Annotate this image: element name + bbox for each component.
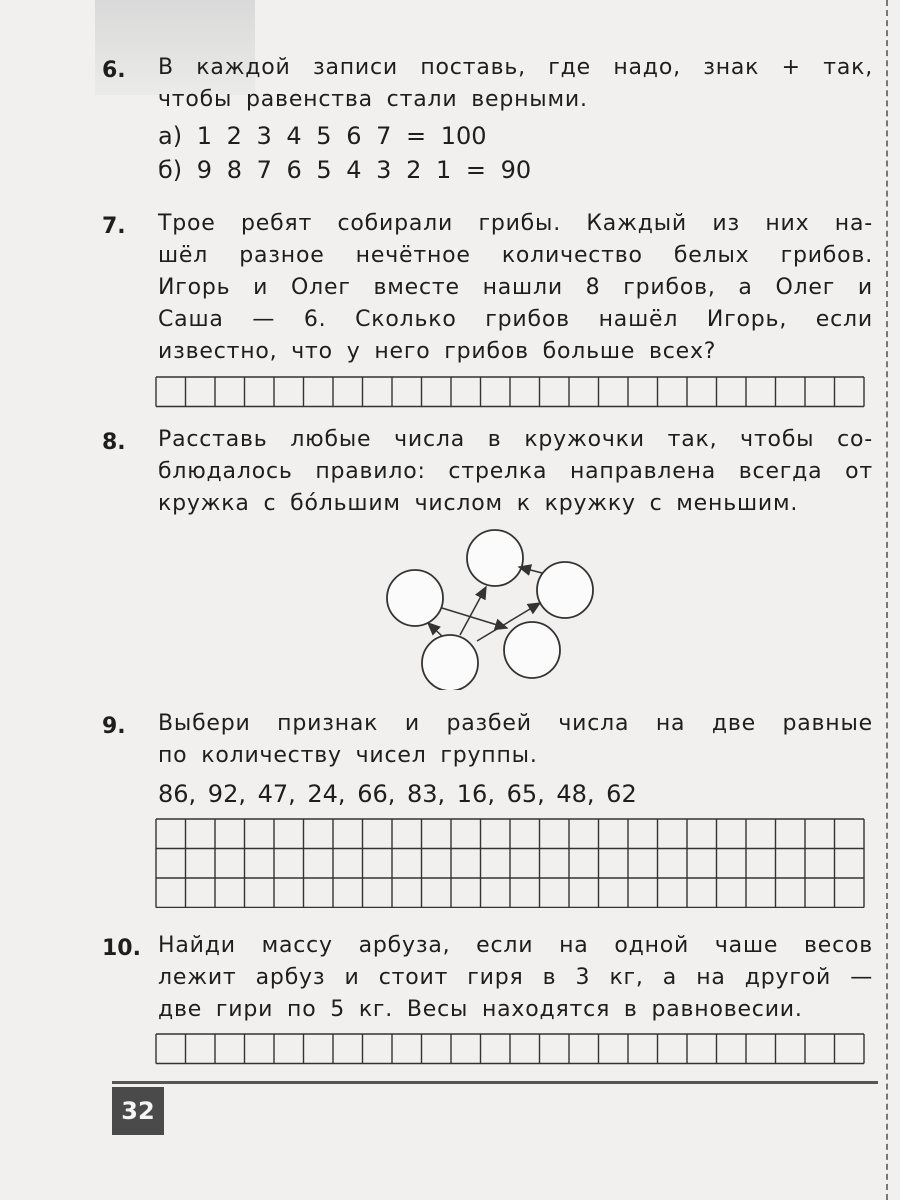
task-number: 9.: [102, 714, 126, 739]
answer-grid-9[interactable]: [155, 818, 875, 908]
expression-b: б) 9 8 7 6 5 4 3 2 1 = 90: [158, 156, 532, 184]
circle-left[interactable]: [387, 570, 443, 626]
task-text: [158, 708, 873, 772]
task-number: 6.: [102, 58, 126, 83]
circle-right[interactable]: [537, 562, 593, 618]
text-line: Выбери признак и разбей числа на две равные: [158, 711, 873, 736]
arrow: [519, 567, 542, 573]
text-line: Расставь любые числа в кружочки так, чтобы со-: [158, 427, 873, 452]
task-text: [158, 424, 873, 520]
arrow: [428, 623, 442, 636]
text-line: лежит арбуз и стоит гиря в 3 кг, а на другой —: [158, 965, 873, 990]
page-number: 32: [112, 1087, 164, 1135]
task-text: [158, 52, 873, 116]
circle-bottom-right[interactable]: [504, 622, 560, 678]
answer-grid-10[interactable]: [155, 1033, 875, 1065]
circle-bottom-left[interactable]: [422, 635, 478, 690]
bottom-rule: [112, 1081, 878, 1084]
cut-line: [886, 0, 888, 1200]
text-line: кружка с бо́льшим числом к кружку с меньшим.: [158, 491, 799, 516]
text-line: В каждой записи поставь, где надо, знак + так,: [158, 55, 873, 80]
circle-top[interactable]: [467, 530, 523, 586]
text-line: две гири по 5 кг. Весы находятся в равновесии.: [158, 997, 803, 1022]
text-line: блюдалось правило: стрелка направлена всегда от: [158, 459, 873, 484]
arrow: [460, 587, 486, 635]
task-number: 8.: [102, 430, 126, 455]
numbers-line: 86, 92, 47, 24, 66, 83, 16, 65, 48, 62: [158, 780, 637, 808]
task-number: 7.: [102, 214, 126, 239]
task-number: 10.: [102, 936, 141, 961]
text-line: Трое ребят собирали грибы. Каждый из них на-: [158, 211, 873, 236]
text-line: шёл разное нечётное количество белых грибов.: [158, 243, 873, 268]
task-text: [158, 930, 873, 1026]
arrow: [442, 608, 507, 628]
task-text: [158, 208, 873, 368]
text-line: Найди массу арбуза, если на одной чаше весов: [158, 933, 873, 958]
answer-grid-7[interactable]: [155, 376, 875, 408]
text-line: Саша — 6. Сколько грибов нашёл Игорь, если: [158, 307, 873, 332]
text-line: по количеству чисел группы.: [158, 743, 538, 768]
text-line: известно, что у него грибов больше всех?: [158, 339, 717, 364]
text-line: Игорь и Олег вместе нашли 8 грибов, а Олег и: [158, 275, 873, 300]
circles-arrows-diagram: [380, 525, 600, 690]
text-line: чтобы равенства стали верными.: [158, 87, 588, 112]
expression-a: а) 1 2 3 4 5 6 7 = 100: [158, 122, 487, 150]
